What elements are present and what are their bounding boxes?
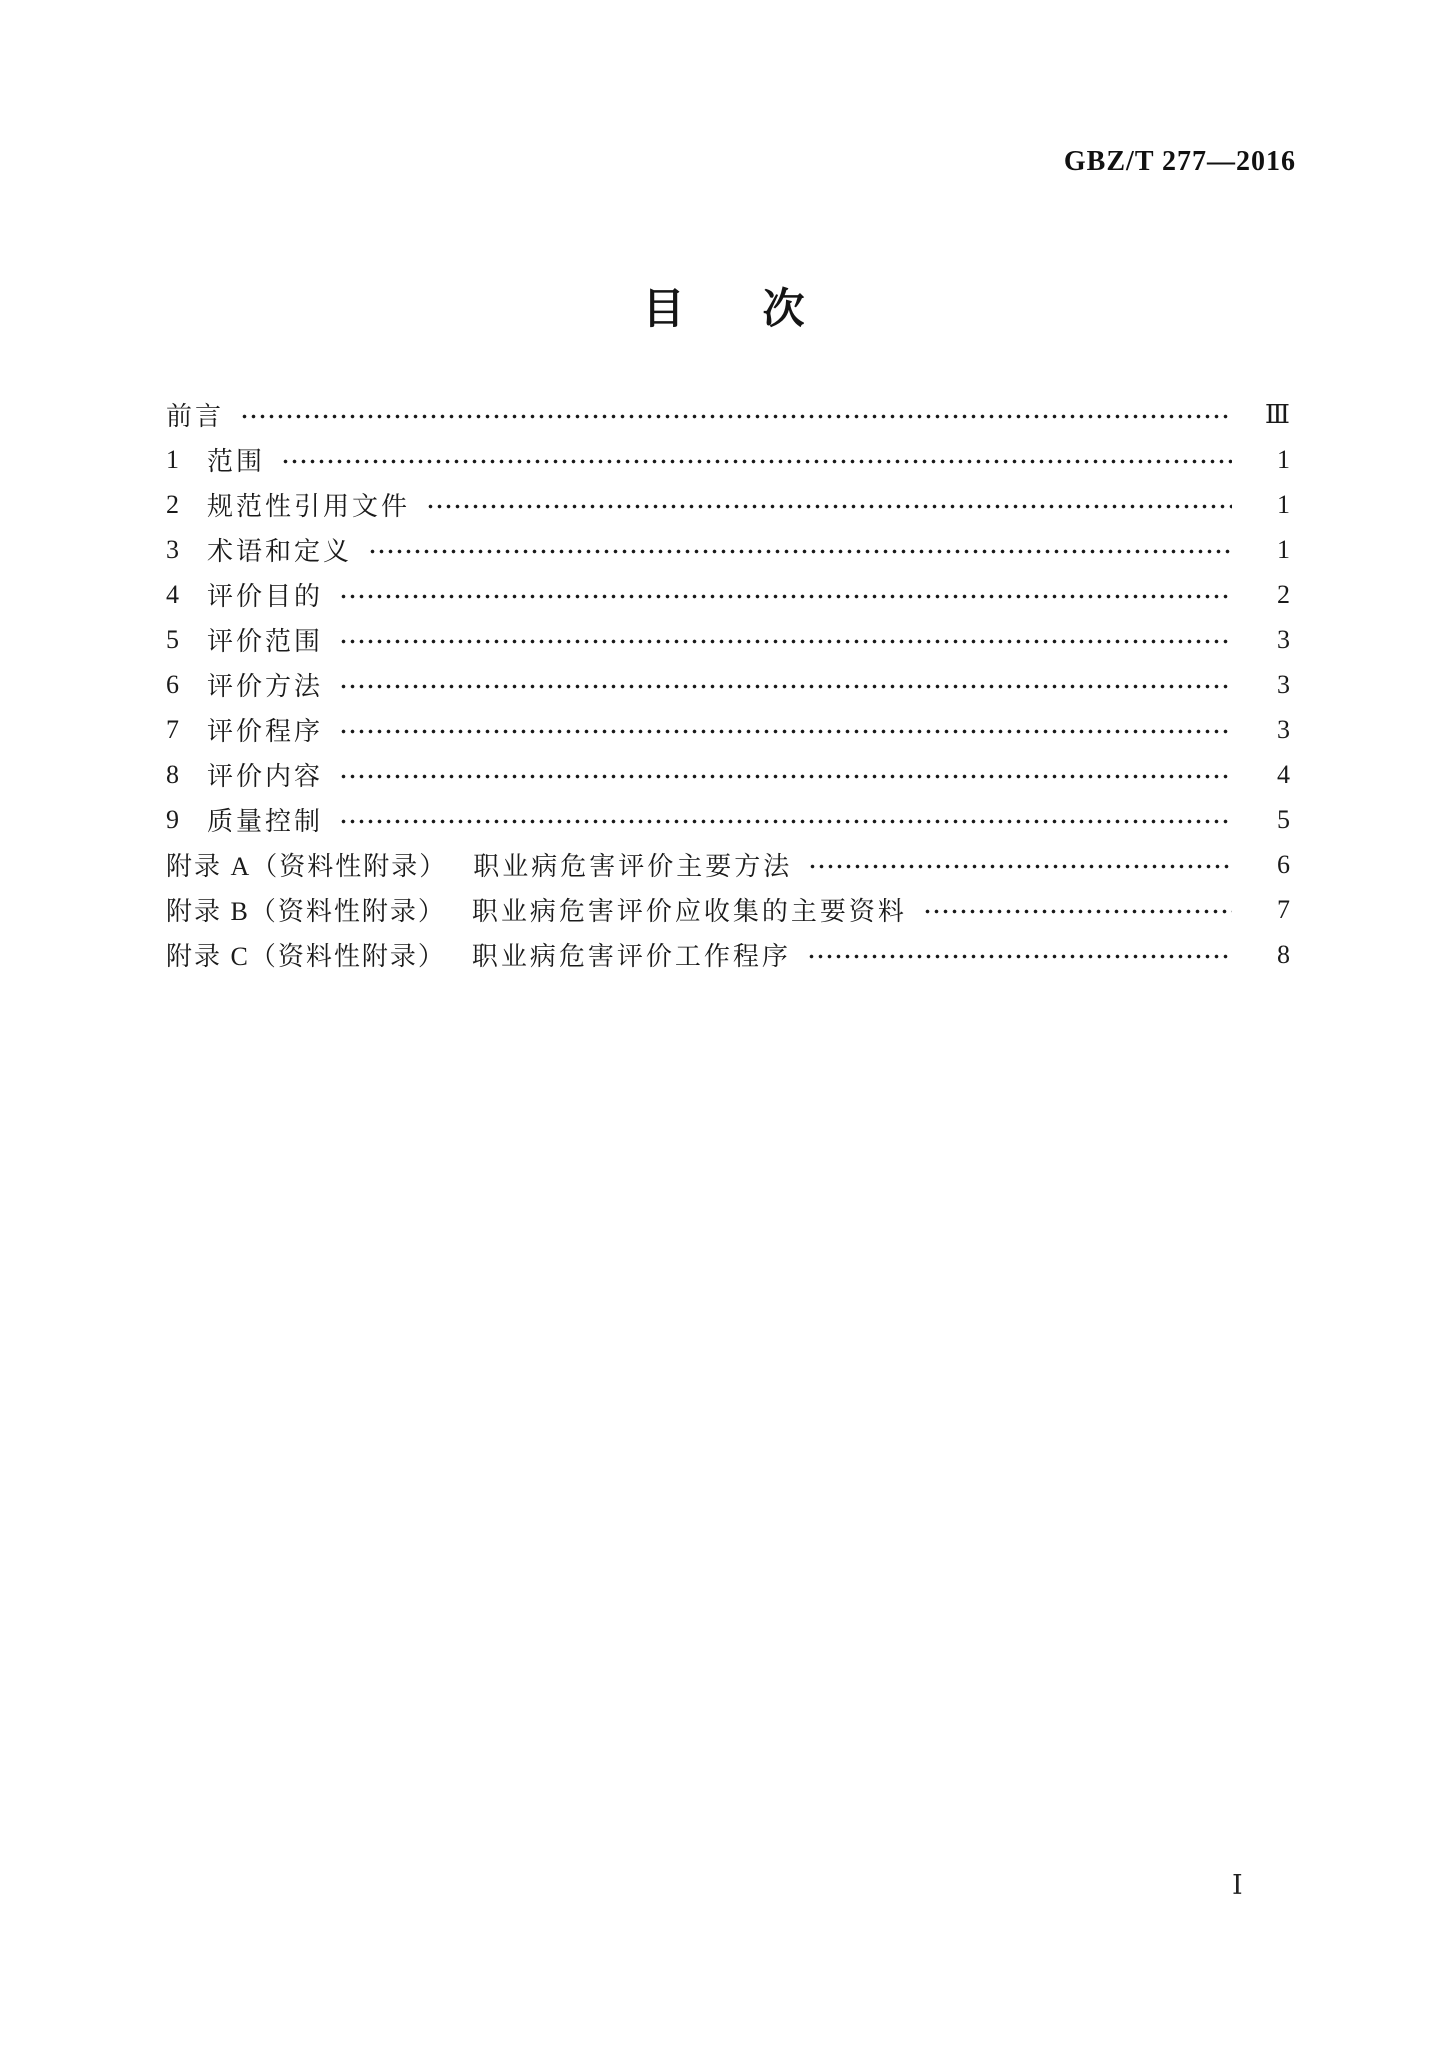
footer-page-number: Ⅰ bbox=[1232, 1870, 1243, 1900]
toc-entry bbox=[166, 662, 1290, 707]
toc-entry bbox=[166, 842, 1290, 887]
toc-entry-title: 评价程序 bbox=[207, 717, 324, 746]
toc-entry-page-number: 4 bbox=[1277, 759, 1290, 789]
toc-entry-page-number: 1 bbox=[1277, 534, 1290, 564]
dot-leader bbox=[807, 954, 1232, 959]
toc-entry-title: 评价范围 bbox=[207, 627, 324, 656]
dot-leader bbox=[240, 414, 1232, 419]
dot-leader bbox=[339, 729, 1232, 734]
toc-entry bbox=[166, 527, 1290, 572]
toc-entry-title: 职业病危害评价主要方法 bbox=[473, 852, 793, 881]
toc-entry-number: 2 bbox=[166, 489, 181, 519]
toc-entry bbox=[166, 752, 1290, 797]
dot-leader bbox=[426, 504, 1232, 509]
toc-entry-page-number: 3 bbox=[1277, 714, 1290, 744]
toc-entry-page-number: 1 bbox=[1277, 444, 1290, 474]
page-title bbox=[0, 276, 1447, 336]
dot-leader bbox=[339, 639, 1232, 644]
toc-entry-number: 8 bbox=[166, 759, 181, 789]
toc-entry-title: 评价内容 bbox=[207, 762, 324, 791]
toc-entry-number: 4 bbox=[166, 579, 181, 609]
toc-entry-title: 评价目的 bbox=[207, 582, 324, 611]
toc-entry-number: 附录 C（资料性附录） bbox=[166, 942, 446, 971]
standard-code: GBZ/T 277—2016 bbox=[1063, 146, 1296, 177]
toc-entry-number: 9 bbox=[166, 804, 181, 834]
toc-entry-page-number: 8 bbox=[1277, 939, 1290, 969]
toc-entry-number: 5 bbox=[166, 624, 181, 654]
dot-leader bbox=[339, 684, 1232, 689]
table-of-contents bbox=[166, 392, 1290, 977]
dot-leader bbox=[368, 549, 1232, 554]
page-title-char-left: 目 bbox=[642, 284, 685, 333]
toc-entry-title: 术语和定义 bbox=[207, 537, 353, 566]
toc-entry-number: 6 bbox=[166, 669, 181, 699]
toc-entry-page-number: 3 bbox=[1277, 624, 1290, 654]
toc-entry-page-number: 6 bbox=[1277, 849, 1290, 879]
toc-entry bbox=[166, 887, 1290, 932]
toc-entry bbox=[166, 797, 1290, 842]
toc-entry-number: 7 bbox=[166, 714, 181, 744]
toc-entry-title: 规范性引用文件 bbox=[207, 492, 411, 521]
toc-entry bbox=[166, 572, 1290, 617]
toc-entry-number: 3 bbox=[166, 534, 181, 564]
page-title-char-right: 次 bbox=[762, 284, 805, 333]
toc-entry-page-number: Ⅲ bbox=[1264, 399, 1290, 429]
dot-leader bbox=[339, 774, 1232, 779]
dot-leader bbox=[281, 459, 1232, 464]
toc-entry-number: 1 bbox=[166, 444, 181, 474]
dot-leader bbox=[808, 864, 1232, 869]
toc-entry bbox=[166, 707, 1290, 752]
dot-leader bbox=[339, 819, 1232, 824]
toc-entry-title: 范围 bbox=[207, 447, 266, 476]
toc-entry-title: 职业病危害评价应收集的主要资料 bbox=[471, 897, 907, 926]
dot-leader bbox=[923, 909, 1232, 914]
toc-entry-number: 附录 B（资料性附录） bbox=[166, 897, 446, 926]
toc-entry-title: 质量控制 bbox=[207, 807, 324, 836]
dot-leader bbox=[339, 594, 1232, 599]
toc-entry-title: 前言 bbox=[166, 402, 225, 431]
toc-entry-page-number: 2 bbox=[1277, 579, 1290, 609]
toc-entry-number: 附录 A（资料性附录） bbox=[166, 852, 448, 881]
toc-entry-title: 评价方法 bbox=[207, 672, 324, 701]
toc-entry bbox=[166, 392, 1290, 437]
toc-entry-page-number: 3 bbox=[1277, 669, 1290, 699]
toc-entry bbox=[166, 617, 1290, 662]
toc-entry bbox=[166, 932, 1290, 977]
toc-entry-page-number: 5 bbox=[1277, 804, 1290, 834]
toc-entry-title: 职业病危害评价工作程序 bbox=[471, 942, 791, 971]
toc-entry-page-number: 1 bbox=[1277, 489, 1290, 519]
toc-entry bbox=[166, 437, 1290, 482]
toc-entry-page-number: 7 bbox=[1277, 894, 1290, 924]
toc-entry bbox=[166, 482, 1290, 527]
